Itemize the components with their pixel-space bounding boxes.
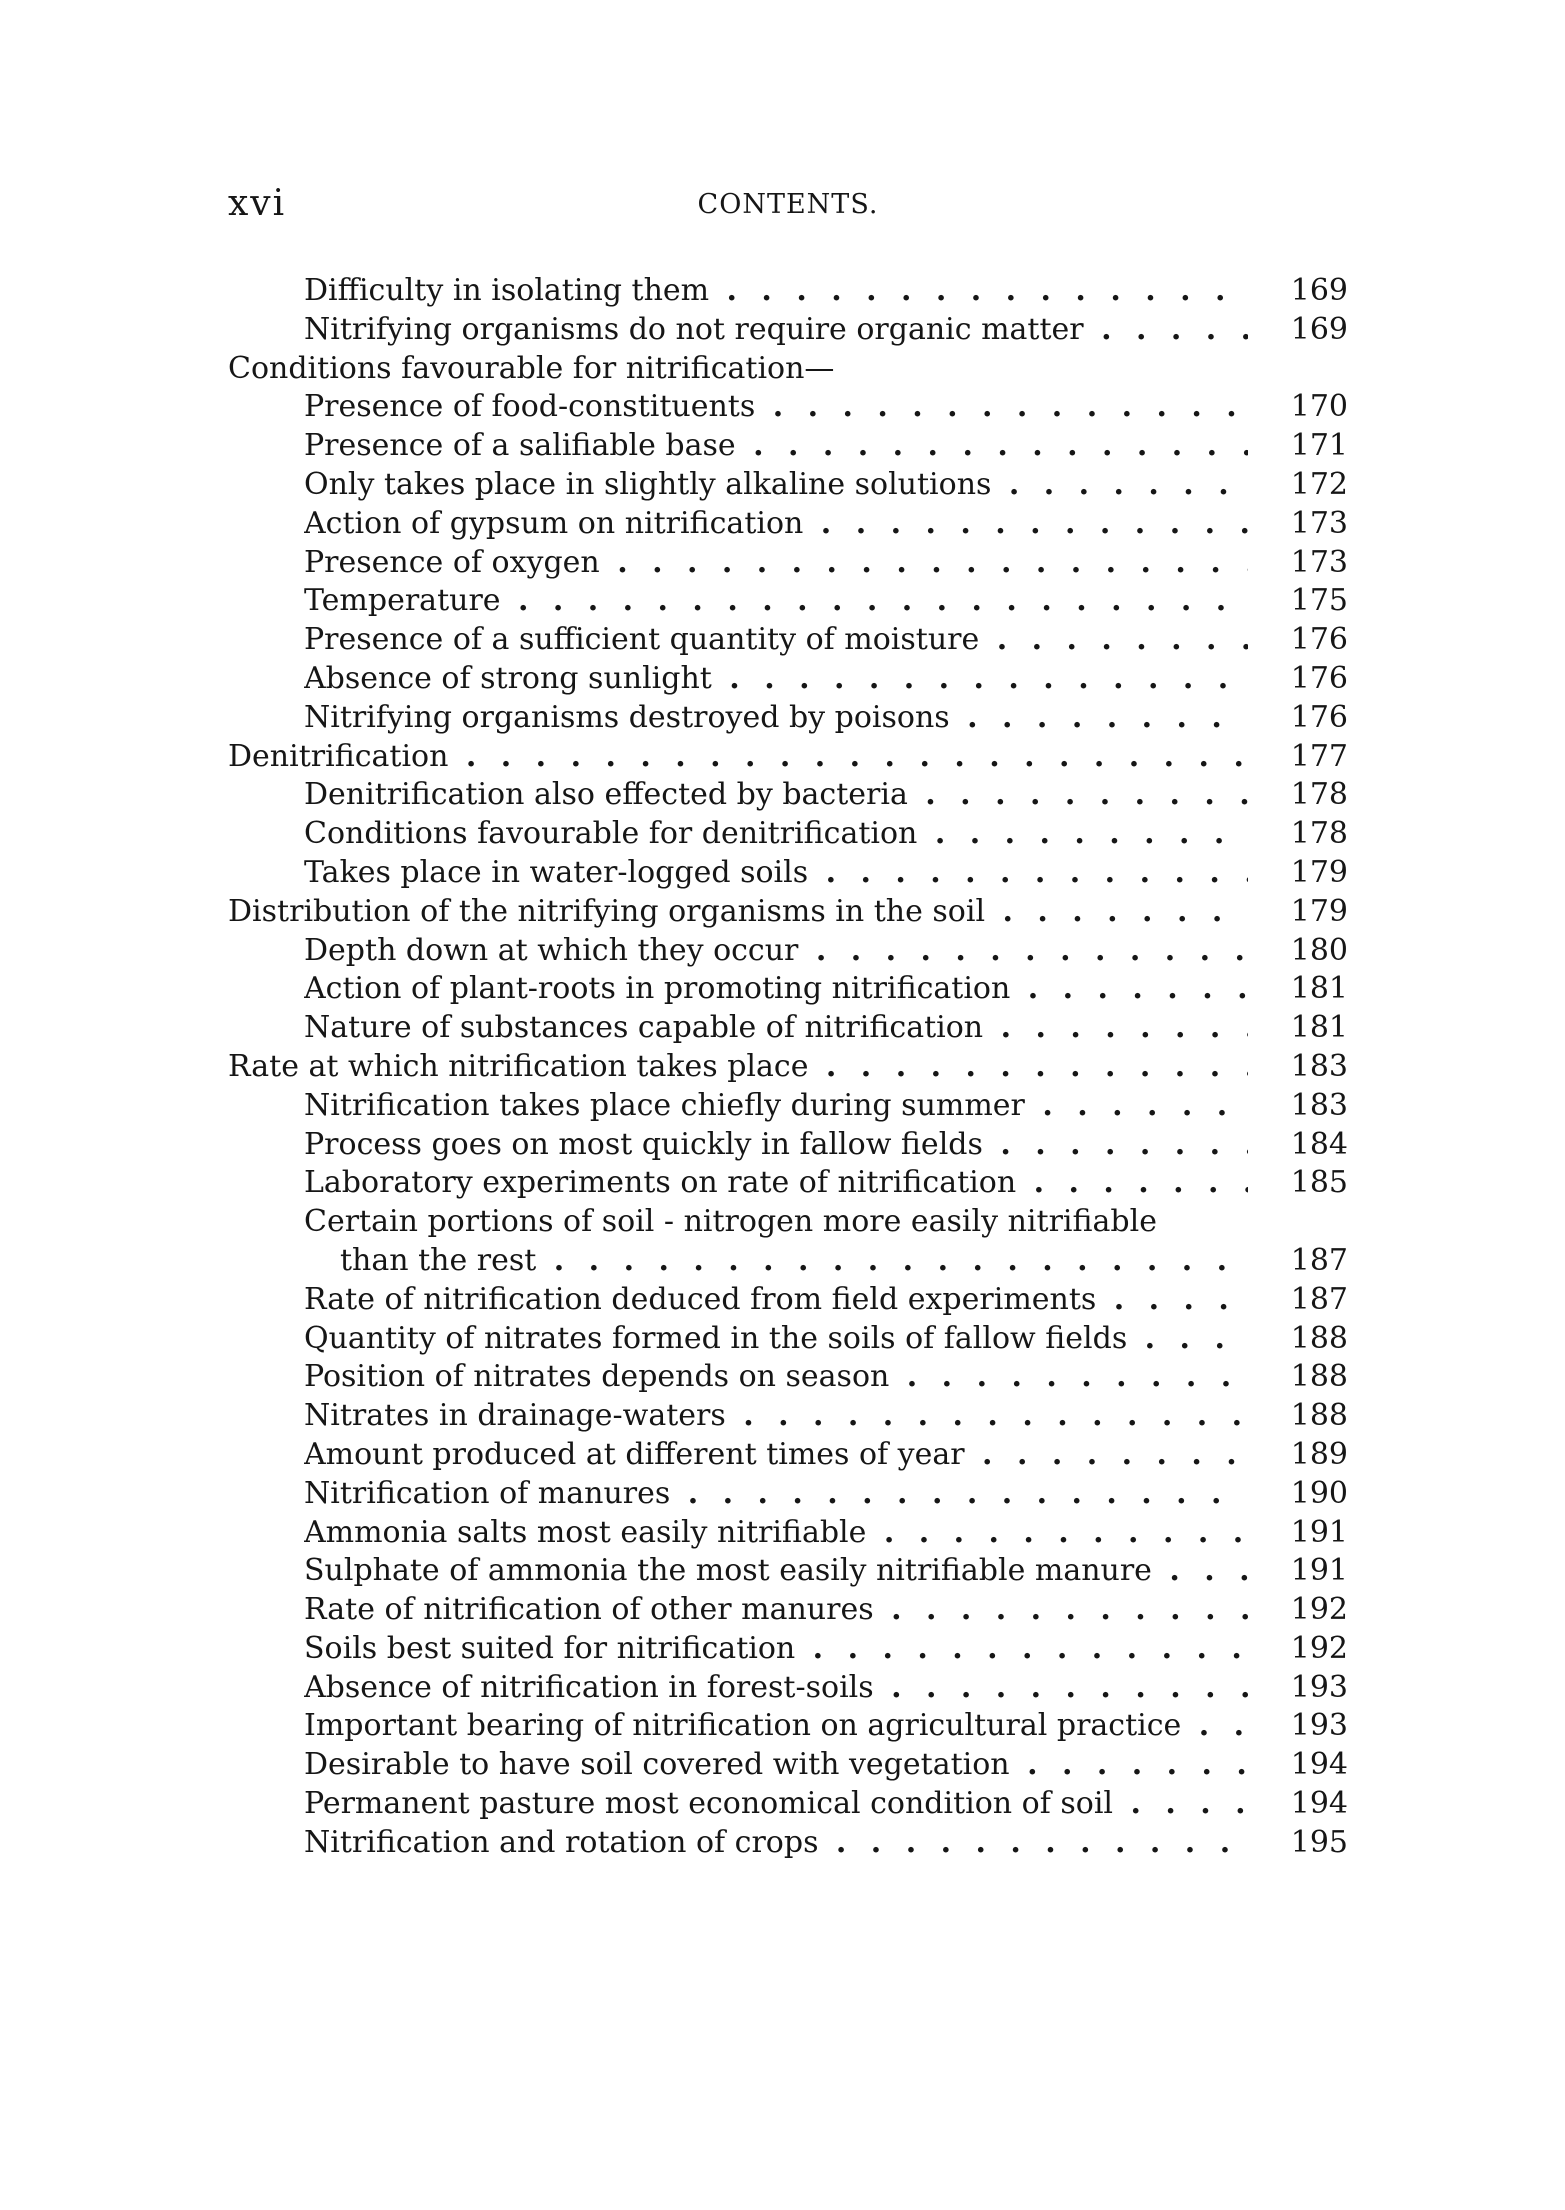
toc-entry-title: Nitrifying organisms do not require organic matter . . — [304, 311, 1248, 350]
toc-entry — [228, 544, 1348, 583]
toc-entry-title: Only takes place in slightly alkaline solutions . . — [304, 466, 1248, 505]
toc-entry — [228, 1203, 1348, 1242]
toc-entry-page: 195 — [1290, 1824, 1348, 1860]
toc-entry-title: Process goes on most quickly in fallow fields . . — [304, 1126, 1248, 1165]
toc-entry-title: Certain portions of soil - nitrogen more easily nitrifiable — [304, 1204, 1157, 1240]
toc-entry-title: Rate at which nitrification takes place . . — [228, 1048, 1248, 1087]
toc-entry-page: 170 — [1290, 389, 1348, 425]
toc-entry-page: 194 — [1290, 1747, 1348, 1783]
toc-entry-page: 176 — [1290, 699, 1348, 735]
toc-entry — [228, 1126, 1348, 1165]
toc-entry-title: Conditions favourable for denitrification . . — [304, 815, 1248, 854]
toc-entry-title: Permanent pasture most economical condition of soil . . — [304, 1785, 1248, 1824]
toc-entry-title: Ammonia salts most easily nitrifiable . . — [304, 1514, 1248, 1553]
toc-entry — [228, 1746, 1348, 1785]
toc-entry — [228, 1397, 1348, 1436]
toc-entry-page: 176 — [1290, 622, 1348, 658]
toc-entry-page: 183 — [1290, 1087, 1348, 1123]
toc-entry — [228, 311, 1348, 350]
toc-entry-title: Takes place in water-logged soils . . — [304, 854, 1248, 893]
toc-entry-title: Denitrification also effected by bacteria . . — [304, 776, 1248, 815]
toc-entry-page: 190 — [1290, 1475, 1348, 1511]
toc-entry-title: Rate of nitrification of other manures . . — [304, 1591, 1248, 1630]
toc-entry-page: 187 — [1290, 1242, 1348, 1278]
toc-entry — [228, 1320, 1348, 1359]
toc-entry — [228, 1552, 1348, 1591]
toc-entry-title: Nitrification and rotation of crops . . — [304, 1824, 1248, 1863]
toc-entry-page: 183 — [1290, 1048, 1348, 1084]
toc-entry-page: 191 — [1290, 1553, 1348, 1589]
toc-entry — [228, 1514, 1348, 1553]
toc-entry-page: 172 — [1290, 466, 1348, 502]
toc-entry-title: Laboratory experiments on rate of nitrification . . — [304, 1164, 1248, 1203]
toc-entry-page: 184 — [1290, 1126, 1348, 1162]
toc-entry — [228, 427, 1348, 466]
toc-entry-page: 194 — [1290, 1786, 1348, 1822]
running-title: CONTENTS. — [697, 189, 879, 220]
toc-entry — [228, 1475, 1348, 1514]
toc-entry-page: 181 — [1290, 971, 1348, 1007]
toc-entry-title: Action of plant-roots in promoting nitrification . . — [304, 970, 1248, 1009]
toc-entry-title: Sulphate of ammonia the most easily nitrifiable manure . . — [304, 1552, 1248, 1591]
toc-entry-title: Presence of oxygen . . — [304, 544, 1248, 583]
toc-entry — [228, 1164, 1348, 1203]
toc-entry-page: 180 — [1290, 932, 1348, 968]
toc-entry-title: Rate of nitrification deduced from field experiments . . — [304, 1281, 1248, 1320]
toc-entry — [228, 505, 1348, 544]
toc-entry-title: Position of nitrates depends on season . . — [304, 1358, 1248, 1397]
toc-entry-title: Difficulty in isolating them . . — [304, 272, 1248, 311]
toc-entry-title: Temperature . . — [304, 582, 1248, 621]
toc-entry-title: Absence of strong sunlight . . — [304, 660, 1248, 699]
toc-entry-page: 177 — [1290, 738, 1348, 774]
toc-entry-title: Quantity of nitrates formed in the soils of fallow fields . . — [304, 1320, 1248, 1359]
toc-entry-page: 191 — [1290, 1514, 1348, 1550]
toc-entry — [228, 388, 1348, 427]
toc-entry-page: 192 — [1290, 1630, 1348, 1666]
toc-entry — [228, 1707, 1348, 1746]
toc-entry-page: 178 — [1290, 816, 1348, 852]
toc-entry — [228, 350, 1348, 389]
toc-entry — [228, 1630, 1348, 1669]
toc-entry — [228, 1087, 1348, 1126]
page-number: xvi — [228, 183, 287, 224]
toc-entry-title: Denitrification . . — [228, 738, 1248, 777]
toc-entry-title: Nature of substances capable of nitrification . . — [304, 1009, 1248, 1048]
toc-entry-title: Conditions favourable for nitrification— — [228, 350, 835, 386]
toc-entry — [228, 1785, 1348, 1824]
toc-entry-page: 173 — [1290, 505, 1348, 541]
toc-entry-page: 187 — [1290, 1281, 1348, 1317]
toc-entry — [228, 1436, 1348, 1475]
toc-entry — [228, 1591, 1348, 1630]
toc-entry-page: 188 — [1290, 1320, 1348, 1356]
toc-entry-title: Desirable to have soil covered with vegetation . . — [304, 1746, 1248, 1785]
toc-entry-page: 169 — [1290, 273, 1348, 308]
table-of-contents — [228, 272, 1348, 1863]
toc-entry — [228, 893, 1348, 932]
toc-entry-title: Presence of a sufficient quantity of moisture . . — [304, 621, 1248, 660]
toc-entry-title: Distribution of the nitrifying organisms in the soil . . — [228, 893, 1248, 932]
toc-entry-title: Nitrification takes place chiefly during summer . . — [304, 1087, 1248, 1126]
toc-entry-page: 192 — [1290, 1592, 1348, 1628]
toc-entry — [228, 932, 1348, 971]
toc-entry-page: 188 — [1290, 1359, 1348, 1395]
toc-entry — [228, 660, 1348, 699]
toc-entry-page: 193 — [1290, 1708, 1348, 1744]
toc-entry — [228, 738, 1348, 777]
toc-entry — [228, 1281, 1348, 1320]
toc-entry — [228, 854, 1348, 893]
toc-entry-title: Presence of food-constituents . . — [304, 388, 1248, 427]
toc-entry — [228, 815, 1348, 854]
toc-entry — [228, 776, 1348, 815]
toc-entry — [228, 1669, 1348, 1708]
toc-entry-page: 171 — [1290, 428, 1348, 464]
toc-entry-title: Soils best suited for nitrification . . — [304, 1630, 1248, 1669]
toc-entry-page: 181 — [1290, 1010, 1348, 1046]
page-header — [228, 183, 1348, 233]
toc-entry-page: 178 — [1290, 777, 1348, 813]
toc-entry-page: 189 — [1290, 1436, 1348, 1472]
toc-entry-page: 179 — [1290, 854, 1348, 890]
toc-entry — [228, 699, 1348, 738]
toc-entry-title: Depth down at which they occur . . — [304, 932, 1248, 971]
toc-entry-title: Action of gypsum on nitrification . . — [304, 505, 1248, 544]
toc-entry-page: 173 — [1290, 544, 1348, 580]
toc-entry — [228, 1824, 1348, 1863]
toc-entry-page: 179 — [1290, 893, 1348, 929]
toc-entry-title: Presence of a salifiable base . . — [304, 427, 1248, 466]
toc-entry — [228, 582, 1348, 621]
toc-entry-page: 176 — [1290, 660, 1348, 696]
toc-entry — [228, 1009, 1348, 1048]
toc-entry-title: Absence of nitrification in forest-soils . . — [304, 1669, 1248, 1708]
toc-entry-title: Amount produced at different times of year . . — [304, 1436, 1248, 1475]
toc-entry — [228, 1358, 1348, 1397]
toc-entry-title: Nitrification of manures . . — [304, 1475, 1248, 1514]
toc-entry-page: 169 — [1290, 311, 1348, 347]
toc-entry — [228, 272, 1348, 311]
toc-entry-title: Nitrifying organisms destroyed by poisons . . — [304, 699, 1248, 738]
toc-entry-title: Important bearing of nitrification on agricultural practice . . — [304, 1707, 1248, 1746]
toc-entry-title: than the rest . . — [340, 1242, 1248, 1281]
toc-entry-page: 188 — [1290, 1398, 1348, 1434]
toc-entry — [228, 466, 1348, 505]
toc-entry — [228, 621, 1348, 660]
toc-entry-page: 185 — [1290, 1165, 1348, 1201]
toc-entry — [228, 1048, 1348, 1087]
toc-entry-page: 175 — [1290, 583, 1348, 619]
toc-entry-page: 193 — [1290, 1669, 1348, 1705]
toc-entry — [228, 970, 1348, 1009]
toc-entry-title: Nitrates in drainage-waters . . — [304, 1397, 1248, 1436]
toc-entry — [228, 1242, 1348, 1281]
